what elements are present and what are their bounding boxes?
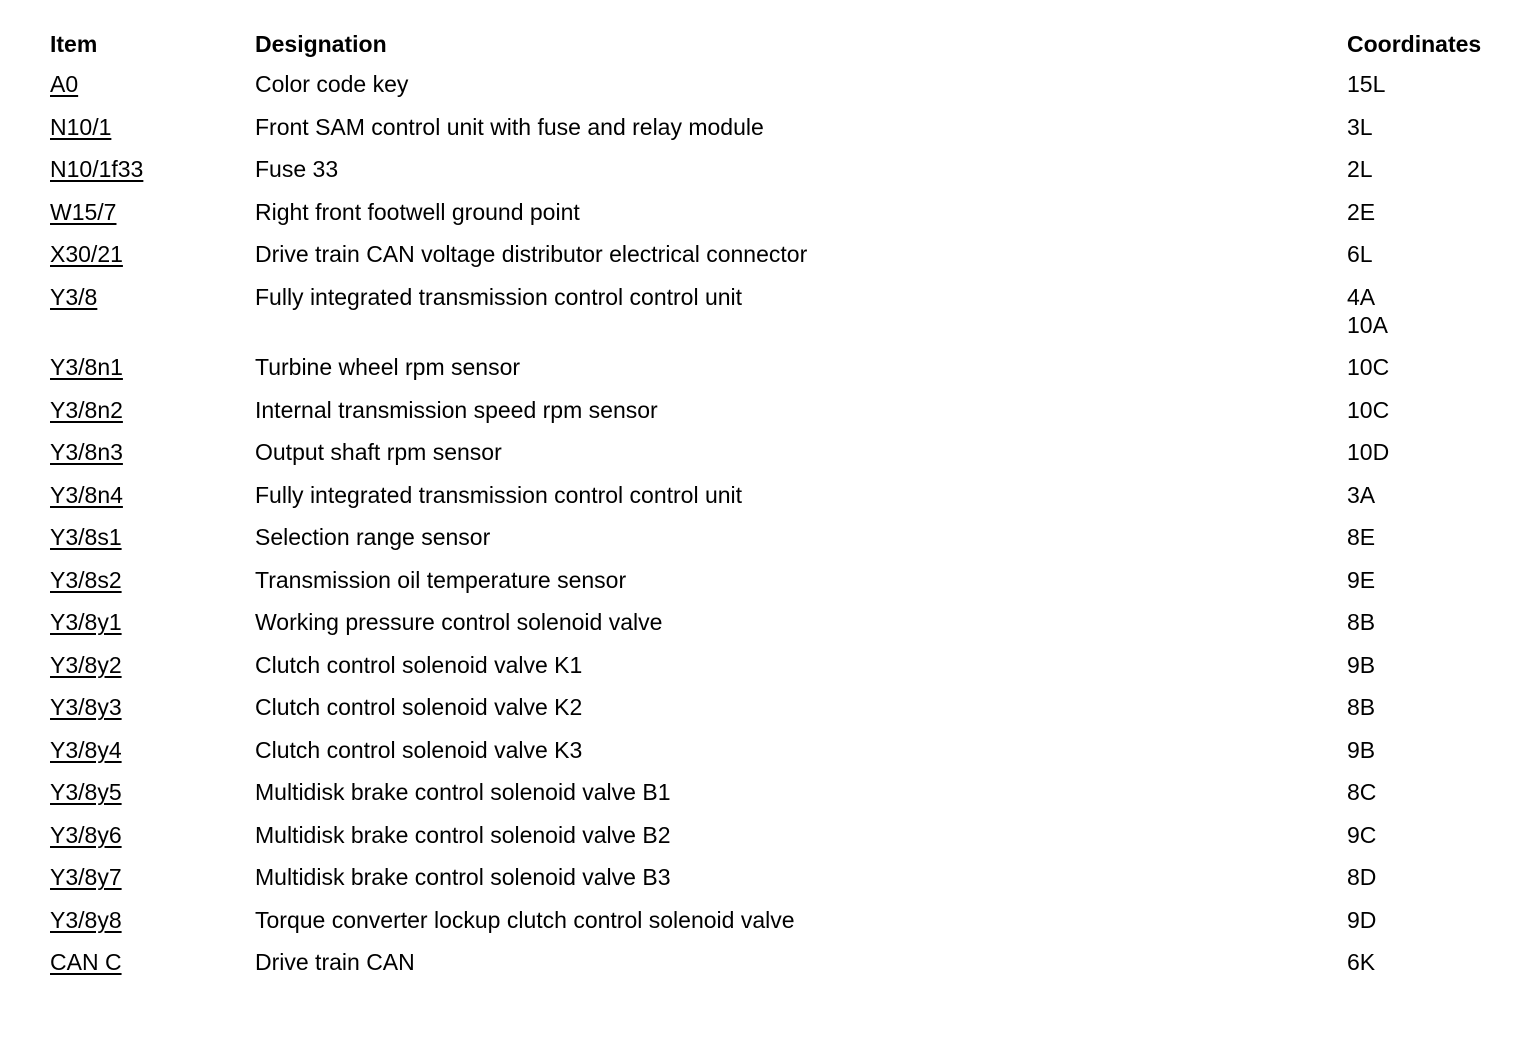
item-link[interactable]: Y3/8y2 (50, 651, 122, 678)
item-link[interactable]: Y3/8y7 (50, 864, 122, 890)
coordinate-value: 3A (1347, 481, 1376, 508)
coordinates-cell (1347, 396, 1389, 424)
table-row (50, 283, 1520, 354)
designation-text: Clutch control solenoid valve K2 (255, 694, 583, 720)
item-link[interactable]: W15/7 (50, 198, 117, 225)
table-row (50, 70, 1520, 113)
table-row (50, 651, 1520, 694)
designation-text: Output shaft rpm sensor (255, 439, 502, 465)
table-row (50, 821, 1520, 864)
coordinate-value: 15L (1347, 71, 1386, 97)
coordinates-cell (1347, 481, 1375, 509)
item-link[interactable]: Y3/8s1 (50, 524, 122, 550)
item-link[interactable]: X30/21 (50, 241, 123, 267)
table-row (50, 438, 1520, 481)
coordinates-cell (1347, 693, 1375, 721)
coordinate-value: 8B (1347, 609, 1376, 635)
coordinates-cell (1347, 240, 1373, 268)
coordinates-cell (1347, 778, 1376, 806)
item-link[interactable]: Y3/8y8 (50, 906, 122, 933)
item-link[interactable]: Y3/8 (50, 283, 98, 310)
coordinates-cell (1347, 566, 1375, 594)
designation-text: Clutch control solenoid valve K3 (255, 736, 583, 763)
coordinate-value: 9D (1347, 906, 1377, 933)
item-link[interactable]: CAN C (50, 949, 122, 975)
table-row (50, 523, 1520, 566)
table-row (50, 906, 1520, 949)
item-link[interactable]: Y3/8s2 (50, 566, 122, 593)
coordinates-cell (1347, 863, 1376, 891)
designation-text: Fully integrated transmission control control unit (255, 481, 743, 508)
table-row (50, 240, 1520, 283)
table-row (50, 948, 1520, 991)
item-link[interactable]: Y3/8n4 (50, 481, 123, 508)
coordinates-cell (1347, 438, 1389, 466)
item-link[interactable]: Y3/8y5 (50, 779, 122, 805)
coordinates-cell (1347, 70, 1385, 98)
table-row (50, 481, 1520, 524)
table-row (50, 198, 1520, 241)
table-row (50, 113, 1520, 156)
coordinate-value: 10A (1347, 311, 1388, 338)
coordinate-value: 3L (1347, 113, 1373, 140)
coordinate-value: 8C (1347, 779, 1377, 805)
designation-text: Multidisk brake control solenoid valve B3 (255, 864, 671, 890)
coordinate-value: 9C (1347, 821, 1377, 848)
coordinates-cell (1347, 155, 1373, 183)
designation-text: Turbine wheel rpm sensor (255, 354, 521, 380)
coordinates-cell (1347, 651, 1375, 679)
designation-text: Multidisk brake control solenoid valve B2 (255, 821, 671, 848)
item-link[interactable]: Y3/8y4 (50, 736, 122, 763)
item-link[interactable]: Y3/8n1 (50, 354, 123, 380)
table-body (50, 70, 1520, 991)
table-row (50, 566, 1520, 609)
header-item: Item (50, 31, 98, 57)
designation-text: Color code key (255, 71, 409, 97)
designation-text: Fully integrated transmission control control unit (255, 283, 743, 310)
designation-text: Internal transmission speed rpm sensor (255, 396, 658, 423)
designation-text: Multidisk brake control solenoid valve B1 (255, 779, 671, 805)
table-row (50, 353, 1520, 396)
table-row (50, 608, 1520, 651)
designation-text: Fuse 33 (255, 156, 339, 182)
coordinate-value: 9E (1347, 566, 1376, 593)
coordinates-cell (1347, 736, 1375, 764)
item-link[interactable]: A0 (50, 71, 79, 97)
coordinate-value: 10C (1347, 396, 1390, 423)
coordinates-cell (1347, 906, 1376, 934)
coordinate-value: 10C (1347, 354, 1390, 380)
coordinates-cell (1347, 353, 1389, 381)
table-header (50, 27, 1520, 61)
item-link[interactable]: Y3/8y6 (50, 821, 122, 848)
item-link[interactable]: Y3/8n2 (50, 396, 123, 423)
item-link[interactable]: N10/1 (50, 113, 112, 140)
coordinate-value: 8E (1347, 524, 1376, 550)
item-link[interactable]: Y3/8n3 (50, 439, 123, 465)
item-link[interactable]: Y3/8y1 (50, 609, 122, 635)
coordinates-cell (1347, 523, 1375, 551)
coordinates-cell (1347, 608, 1375, 636)
coordinate-value: 2L (1347, 156, 1373, 182)
coordinate-value: 9B (1347, 651, 1376, 678)
designation-text: Transmission oil temperature sensor (255, 566, 627, 593)
coordinates-cell (1347, 948, 1375, 976)
table-row (50, 155, 1520, 198)
designation-text: Working pressure control solenoid valve (255, 609, 663, 635)
coordinates-cell (1347, 113, 1373, 141)
table-row (50, 693, 1520, 736)
designation-text: Selection range sensor (255, 524, 491, 550)
table-row (50, 778, 1520, 821)
table-row (50, 396, 1520, 439)
item-link[interactable]: N10/1f33 (50, 156, 144, 182)
designation-text: Torque converter lockup clutch control solenoid valve (255, 906, 795, 933)
coordinates-cell (1347, 821, 1376, 849)
coordinates-cell (1347, 283, 1388, 339)
table-row (50, 863, 1520, 906)
coordinate-value: 8D (1347, 864, 1377, 890)
table-row (50, 736, 1520, 779)
item-link[interactable]: Y3/8y3 (50, 694, 122, 720)
coordinate-value: 10D (1347, 439, 1390, 465)
coordinate-value: 2E (1347, 198, 1376, 225)
coordinate-value: 6L (1347, 241, 1373, 267)
designation-text: Clutch control solenoid valve K1 (255, 651, 583, 678)
coordinate-value: 6K (1347, 949, 1376, 975)
coordinates-cell (1347, 198, 1375, 226)
component-legend-table (50, 27, 1520, 1027)
designation-text: Front SAM control unit with fuse and relay module (255, 113, 764, 140)
designation-text: Drive train CAN voltage distributor electrical connector (255, 241, 808, 267)
designation-text: Right front footwell ground point (255, 198, 580, 225)
designation-text: Drive train CAN (255, 949, 415, 975)
header-designation: Designation (255, 31, 387, 57)
coordinate-value: 9B (1347, 736, 1376, 763)
coordinate-value: 8B (1347, 694, 1376, 720)
header-coordinates: Coordinates (1347, 31, 1482, 57)
coordinate-value: 4A (1347, 283, 1376, 310)
